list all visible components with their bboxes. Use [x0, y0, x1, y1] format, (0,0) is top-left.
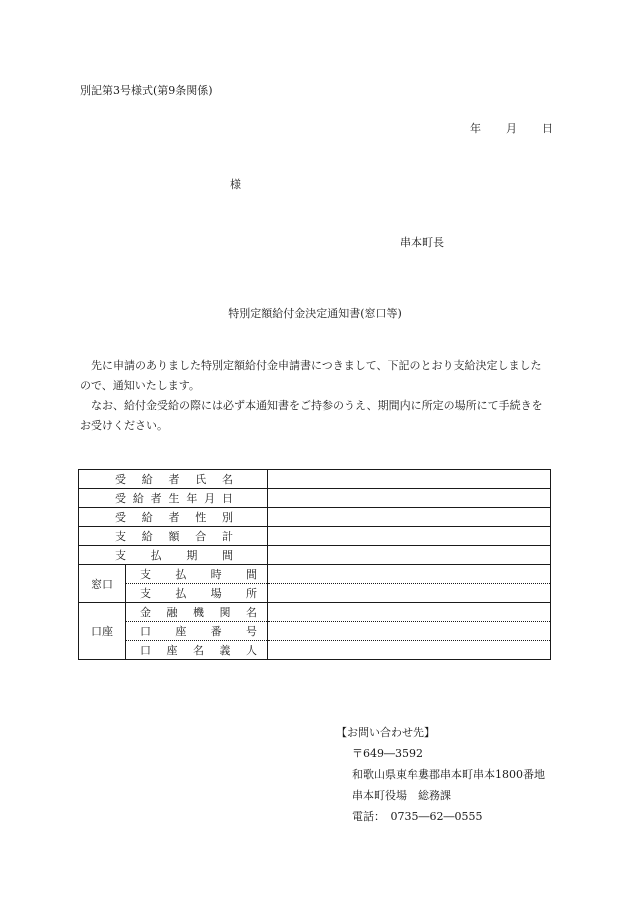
row-label: [126, 603, 268, 622]
label-account-number: 口 座 番 号: [140, 625, 257, 638]
value-cell[interactable]: [268, 565, 551, 584]
table-row: [79, 546, 551, 565]
value-cell[interactable]: [268, 641, 551, 660]
value-cell[interactable]: [268, 527, 551, 546]
label-payment-time: 支 払 時 間: [140, 568, 257, 581]
table-row: [79, 489, 551, 508]
date-month: 月: [506, 122, 517, 135]
contact-address: 和歌山県東牟婁郡串本町串本1800番地: [352, 768, 545, 781]
form-number: 別記第3号様式(第9条関係): [80, 84, 213, 97]
account-group-label: 口座: [79, 603, 126, 660]
label-recipient-name: 受 給 者 氏 名: [115, 473, 233, 486]
value-cell[interactable]: [268, 508, 551, 527]
value-cell[interactable]: [268, 584, 551, 603]
label-total-amount: 支 給 額 合 計: [115, 530, 233, 543]
table-row: [79, 584, 551, 603]
label-gender: 受 給 者 性 別: [115, 511, 233, 524]
label-bank-name: 金 融 機 関 名: [140, 606, 257, 619]
row-label: [79, 470, 268, 489]
addressee: 様: [230, 178, 241, 191]
contact-office: 串本町役場 総務課: [352, 789, 451, 802]
date-line: [470, 120, 553, 136]
recipient-info-table: [78, 469, 551, 660]
body-paragraph-2: なお、給付金受給の際には必ず本通知書をご持参のうえ、期間内に所定の場所にて手続きをお受けください。: [80, 399, 543, 432]
table-row: [79, 603, 551, 622]
window-group-label: 窓口: [79, 565, 126, 603]
row-label: [126, 565, 268, 584]
table-row: [79, 641, 551, 660]
value-cell[interactable]: [268, 489, 551, 508]
contact-info: [336, 722, 545, 827]
row-label: [126, 622, 268, 641]
table-row: [79, 622, 551, 641]
value-cell[interactable]: [268, 603, 551, 622]
label-payment-period: 支 払 期 間: [115, 549, 233, 562]
contact-phone: 電話： 0735―62―0555: [352, 810, 483, 823]
row-label: [79, 508, 268, 527]
date-day: 日: [542, 122, 553, 135]
row-label: [79, 546, 268, 565]
label-payment-place: 支 払 場 所: [140, 587, 257, 600]
value-cell[interactable]: [268, 622, 551, 641]
row-label: [126, 584, 268, 603]
row-label: [126, 641, 268, 660]
table-row: [79, 508, 551, 527]
body-paragraph-1: 先に申請のありました特別定額給付金申請書につきまして、下記のとおり支給決定しましたので、通知いたします。: [80, 359, 542, 392]
label-account-holder: 口 座 名 義 人: [140, 644, 257, 657]
body-text: [80, 356, 552, 436]
contact-postal: 〒649―3592: [352, 747, 423, 760]
row-label: [79, 489, 268, 508]
value-cell[interactable]: [268, 546, 551, 565]
label-birthdate: 受 給 者 生 年 月 日: [115, 492, 233, 505]
row-label: [79, 527, 268, 546]
table-row: [79, 527, 551, 546]
contact-heading: 【お問い合わせ先】: [336, 726, 435, 739]
table-row: [79, 470, 551, 489]
sender: 串本町長: [400, 236, 444, 249]
document-title: 特別定額給付金決定通知書(窓口等): [228, 307, 402, 320]
date-year: 年: [470, 122, 481, 135]
table-row: [79, 565, 551, 584]
value-cell[interactable]: [268, 470, 551, 489]
